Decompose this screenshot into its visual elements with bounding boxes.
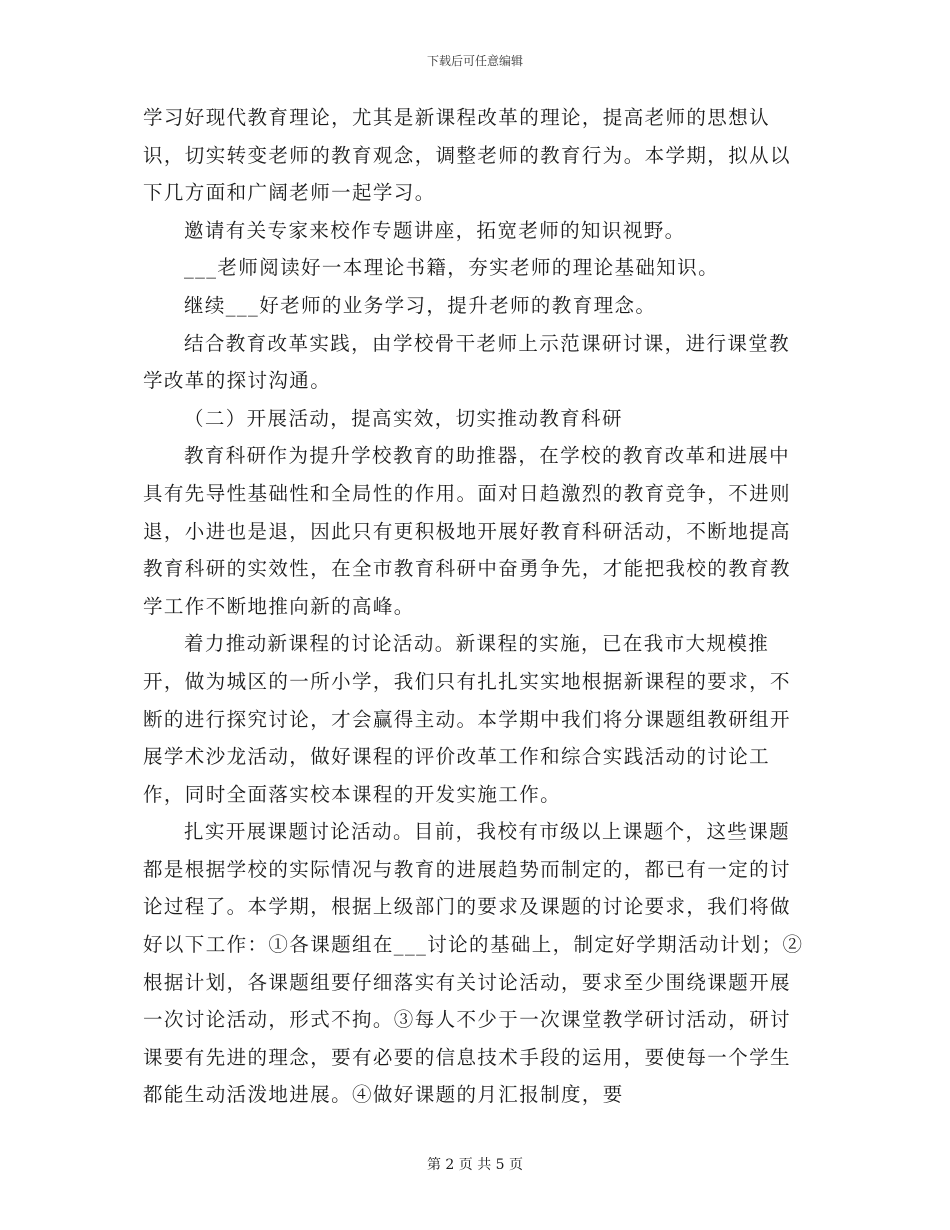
paragraph-reading: ___老师阅读好一本理论书籍，夯实老师的理论基础知识。 (183, 256, 719, 280)
document-body (143, 99, 807, 1114)
paragraph-research-role: 教育科研作为提升学校教育的助推器，在学校的教育改革和进展中具有先导性基础性和全局性的作用。面对日趋激烈的教育竞争，不进则退，小进也是退，因此只有更积极地开展好教育科研活动，不断地提高教育科研的实效性，在全市教育科研中奋勇争先，才能把我校的教育教学工作不断地推向新的高峰。 (143, 444, 791, 618)
paragraph-demo-lessons: 结合教育改革实践，由学校骨干老师上示范课研讨课，进行课堂教学改革的探讨沟通。 (143, 331, 791, 393)
paragraph-new-curriculum: 着力推动新课程的讨论活动。新课程的实施，已在我市大规模推开，做为城区的一所小学，我们只有扎扎实实地根据新课程的要求，不断的进行探究讨论，才会赢得主动。本学期中我们将分课题组教研组开展学术沙龙活动，做好课程的评价改革工作和综合实践活动的讨论工作，同时全面落实校本课程的开发实施工作。 (143, 632, 791, 806)
page-number: 第 2 页 共 5 页 (426, 1157, 524, 1173)
paragraph-theory-study: 学习好现代教育理论，尤其是新课程改革的理论，提高老师的思想认识，切实转变老师的教育观念，调整老师的教育行为。本学期，拟从以下几方面和广阔老师一起学习。 (143, 106, 791, 205)
paragraph-business-study: 继续___好老师的业务学习，提升老师的教育理念。 (183, 293, 657, 317)
paragraph-project-research: 扎实开展课题讨论活动。目前，我校有市级以上课题个，这些课题都是根据学校的实际情况与教育的进展趋势而制定的，都已有一定的讨论过程了。本学期，根据上级部门的要求及课题的讨论要求，我们将做好以下工作：①各课题组在___讨论的基础上，制定好学期活动计划；②根据计划，各课题组要仔细落实有关讨论活动，要求至少围绕课题开展一次讨论活动，形式不拘。③每人不少于一次课堂教学研讨活动，研讨课要有先进的理念，要有必要的信息技术手段的运用，要使每一个学生都能生动活泼地进展。④做好课题的月汇报制度，要 (143, 820, 804, 1107)
paragraph-expert-lecture: 邀请有关专家来校作专题讲座，拓宽老师的知识视野。 (183, 218, 686, 242)
section-heading-research: （二）开展活动，提高实效，切实推动教育科研 (183, 406, 623, 430)
page-header-note: 下载后可任意编辑 (426, 54, 523, 68)
